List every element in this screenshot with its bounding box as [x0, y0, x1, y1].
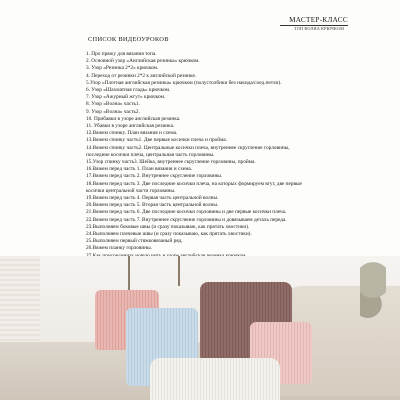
list-item: 7. Узор «Ажурный жгут» крючком.	[86, 94, 166, 101]
list-item: 11. Убавки в узоре английская резинка.	[86, 123, 175, 130]
list-item: 6. Узор «Шахматная гладь» крючком.	[86, 87, 171, 94]
knitted-tops-photo	[0, 256, 400, 400]
lessons-heading: СПИСОК ВИДЕОУРОКОВ	[88, 36, 169, 43]
list-item: 16.Вяжем перед часть 1. План вязания и схема.	[86, 166, 193, 173]
list-item: 23.Выполняем боковые швы (и сразу показываю, как прятать хвостики).	[86, 223, 250, 230]
list-item: 14.Вяжем спинку часть2. Центральные косички плеча, внутреннее скругление горловины, последние косички плеча, центральная часть горловины.	[86, 144, 290, 158]
course-title: МАСТЕР-КЛАСС	[289, 16, 348, 24]
list-item: 25.Выполняем первый стяжковязаный ряд.	[86, 238, 183, 245]
list-item: 10. Прибавки в узоре английская резинка.	[86, 115, 181, 122]
plant	[360, 262, 386, 322]
white-knitted-top	[150, 358, 280, 400]
list-item: 1. Про пряжу для вязания топа.	[86, 51, 157, 57]
list-item: 17.Вяжем перед часть 2. Внутреннее скругление горловины.	[86, 173, 223, 180]
list-item: 3. Узор «Резинка 2*2» крючком.	[86, 65, 159, 72]
list-item: 4. Переход от резинки 2*2 к английской резинке.	[86, 72, 197, 79]
list-item: 2. Основной узор «Английская резинка» крючком.	[86, 58, 200, 65]
list-item: 15.Узор спинку часть3. Шейка, внутреннее скругление горловины, пройма.	[86, 159, 256, 166]
list-item: 9. Узор «Волна» часть2.	[86, 108, 140, 115]
list-item: 12.Вяжем спинку. План вязания и схема.	[86, 130, 178, 137]
list-item: 22.Вяжем перед часть 7. Внутреннее скругление горловины и довязываем деталь переда.	[86, 216, 287, 223]
hanger	[128, 256, 130, 292]
hanger	[178, 256, 180, 286]
list-item: 18.Вяжем перед часть 3. Две последние косички плеча, на которых формируем вгуг, две первые косички центральной части горловины.	[86, 180, 302, 194]
list-item: 19.Вяжем перед часть 4. Первая часть центральной волны.	[86, 195, 219, 202]
header-divider	[280, 25, 348, 26]
list-item: 20.Вяжем перед часть 5. Вторая часть центральной волны.	[86, 202, 219, 209]
list-item: 8. Узор «Волна» часть1.	[86, 101, 140, 108]
list-item: 13.Вяжем спинку часть1. Две первые косички плеча и пройма.	[86, 137, 228, 144]
list-item: 21.Вяжем перед часть 6. Две последние косички горловины и две первые косички плеча.	[86, 209, 287, 216]
list-item: 26.Вяжем планку горловины.	[86, 245, 152, 252]
list-item: 5.Узор «Плотная английская резинка» крючком (полустолбики без накида/соед.петли).	[86, 79, 282, 86]
window-blind	[0, 256, 40, 352]
lesson-list	[86, 51, 312, 260]
course-subtitle: ТОП ВОЛНА КРЮЧКОМ	[294, 26, 344, 31]
list-item: 24.Выполняем плечевые швы (и сразу показываю, как прятать хвостики).	[86, 231, 252, 238]
